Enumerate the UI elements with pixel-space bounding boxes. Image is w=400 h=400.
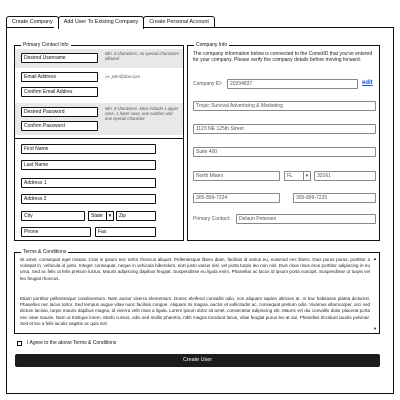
fax-input[interactable]: Fax [95, 227, 156, 237]
primary-contact-field: Delaun Petersen [236, 214, 376, 224]
terms-paragraph-2: Etiam porttitor pellentesque condimentum. Nam auctor viverra elementum. Donec eleifend convallis odio, non aliquam sapien ultricies at. In hac habitasse platea dictumst. Phasellus nec lacus tortor. Sed tempus augue vitae nunc facilisis congue. Aliquam mi magna, auctor et sollicitudin ac, consequat pretium odio. Vivamus ullamcorper, orci sed dictum lacinia, turpis mauris dapibus magna, id viverra velit risus a ligula. Lorem ipsum dolor sit amet, consectetur adipiscing elit. Mauris vel dui convallis dolor placerat porta nec vitae mauris. Nam ut tristique lorem. Morbi cursus, odio sed mollis pharetra, nibh magna tincidunt lacus, vitae feugiat purus leo at dui. Phasellus tincidunt iaculis pulvinar. Sed et leo a felis iaculis sagittis ac quis nisl. [20, 296, 370, 326]
state-select[interactable] [88, 211, 114, 221]
scroll-down-icon[interactable]: ▼ [373, 326, 377, 331]
tab-add-user-existing-company[interactable]: Add User To Existing Company [58, 16, 145, 29]
terms-paragraph-1: sit amet, consequat eget massa. Cras in ipsum nec tortor rhoncus aliquet. Pellentesque libero diam, facilisis id varius eu, euismod nec libero. Duis purus purus, porttitor a volutpat in, vehicula id justo. Integer consequat, neque in vehicula bibendum, erat justo varius nisl, vel porta turpis leo non nisl. Duis risus risus eros porttitor adipiscing in eu urna. Sed ac felis ut felis pretium luctus. Mauris adipiscing dapibus feugiat. Suspendisse eu ligula enim. Phasellus ac lacus id ipsum porta suscipit. Suspendisse ut turpis vel leo feugiat rhoncus. [20, 257, 370, 281]
password-input[interactable]: Desired Password [21, 107, 98, 117]
company-state-select [284, 171, 311, 181]
edit-company-id-link[interactable]: edit [362, 80, 373, 86]
confirm-password-input[interactable]: Confirm Password [21, 121, 98, 131]
company-id-field: 20394837 [227, 79, 358, 89]
primary-contact-title: Primary Contact Info [23, 42, 69, 48]
company-zip-field: 33161 [314, 171, 376, 181]
company-phone-field: 305-899-7224 [193, 193, 280, 203]
agree-label: I Agree to the above Terms & Conditions [27, 340, 117, 346]
username-hint: Min. 6 characters, no special characters allowed [105, 51, 180, 61]
terms-title: Terms & Conditions [23, 249, 67, 255]
email-input[interactable]: Email Address [21, 72, 98, 82]
confirm-email-input[interactable]: Confirm Email Addres [21, 87, 98, 97]
company-info-title: Company Info [196, 42, 228, 48]
scroll-up-icon[interactable]: ▲ [373, 256, 377, 261]
create-user-button[interactable]: Create User [15, 354, 380, 367]
zip-input[interactable]: Zip [116, 211, 156, 221]
company-info-description: The company information below is connected to the CometID that you've entered for your company. Please verify the company details before moving forward. [193, 51, 373, 64]
username-input[interactable]: Desired Username [21, 53, 98, 63]
company-city-field: North Miami [193, 171, 280, 181]
email-hint: i.e. john@doe.com [105, 74, 140, 79]
state-select-value: State [91, 213, 103, 219]
company-address2-field: Suite 400 [193, 147, 376, 157]
city-input[interactable]: City [21, 211, 85, 221]
address1-input[interactable]: Address 1 [21, 178, 156, 188]
phone-input[interactable]: Phone [21, 227, 91, 237]
company-info-group [187, 42, 380, 241]
company-address1-field: 1123 NE 125th Street [193, 124, 376, 134]
first-name-input[interactable]: First Name [21, 144, 156, 154]
chevron-down-icon: ▼ [304, 173, 310, 178]
company-id-label: Company ID: [193, 81, 223, 87]
last-name-input[interactable]: Last Name [21, 160, 156, 170]
address2-input[interactable]: Address 2 [21, 194, 156, 204]
section-divider [15, 138, 183, 139]
company-name-field: Tropic Survival Advertising & Marketing [193, 101, 376, 111]
agree-checkbox[interactable] [17, 341, 22, 346]
company-state-value: FL [287, 173, 293, 179]
password-hint: Min. 8 characters. Must include 1 upper case, 1 lower case, one number and one special character [105, 106, 179, 121]
primary-contact-label: Primary Contact: [193, 216, 231, 222]
company-fax-field: 305-899-7225 [293, 193, 376, 203]
tab-create-personal-account[interactable]: Create Personal Account [143, 16, 215, 28]
tab-divider-right [131, 27, 394, 28]
chevron-down-icon: ▼ [107, 213, 113, 218]
tab-divider-left [6, 27, 54, 28]
tab-create-company[interactable]: Create Company [6, 16, 59, 28]
